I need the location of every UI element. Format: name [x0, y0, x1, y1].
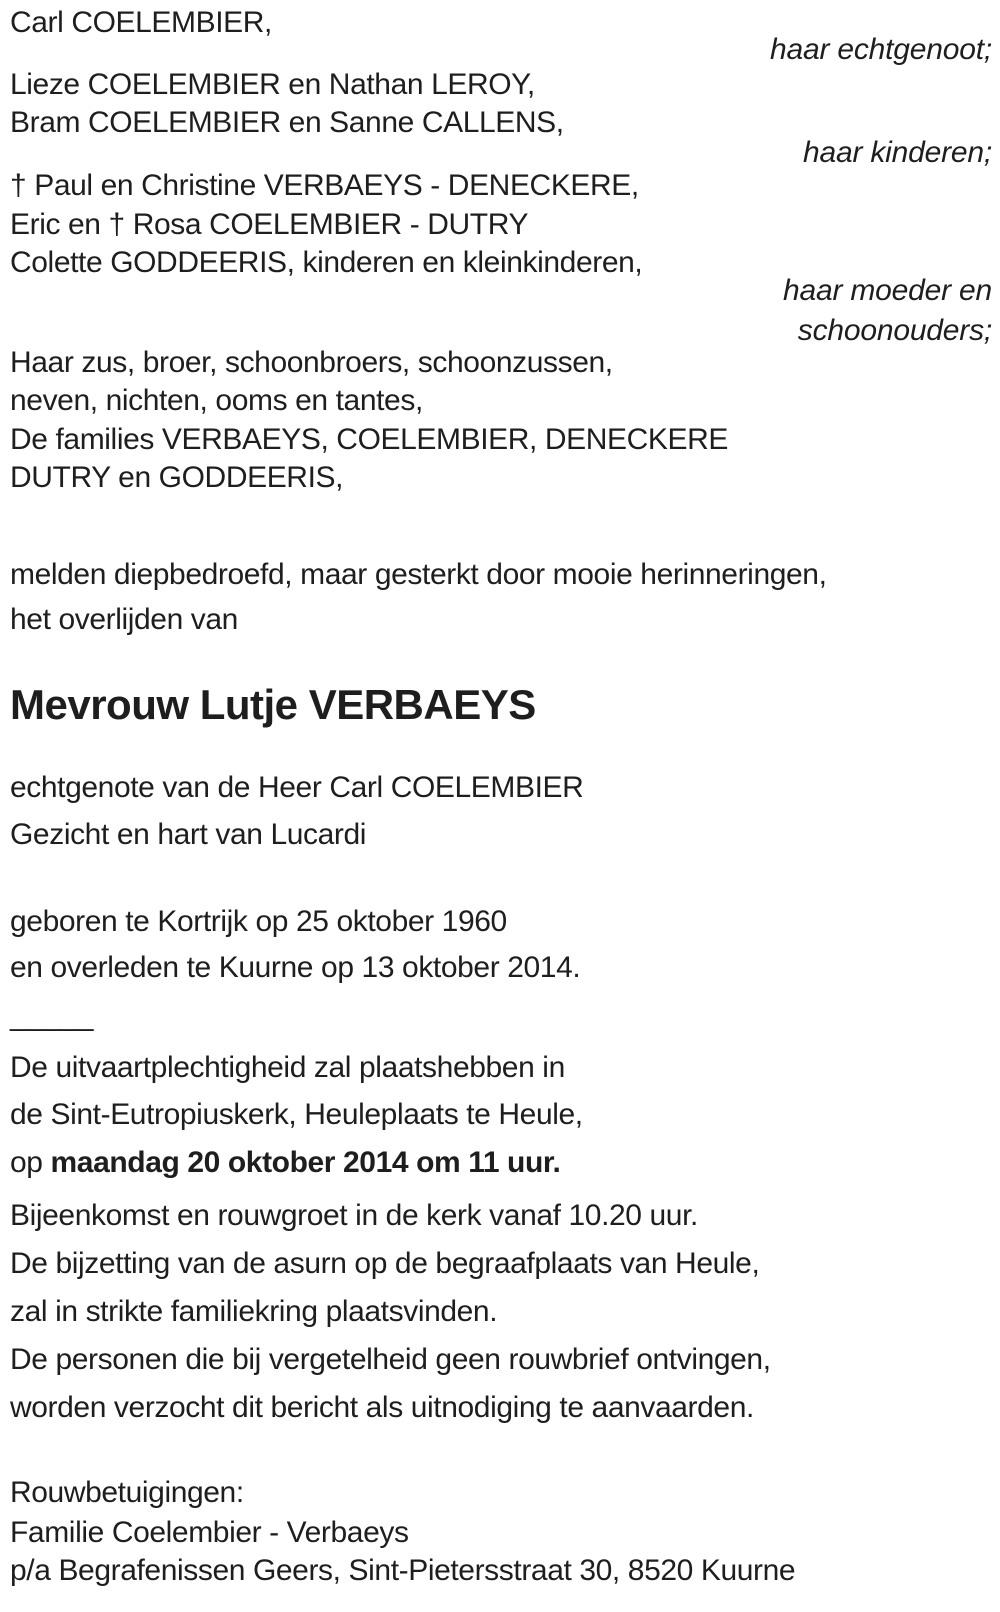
death-line: en overleden te Kuurne op 13 oktober 2014. — [10, 951, 581, 984]
parents-relation-2: schoonouders; — [797, 314, 992, 347]
spouse-relation: haar echtgenoot; — [770, 33, 992, 66]
family-line-4: DUTRY en GODDEERIS, — [10, 461, 344, 494]
condolences-address: p/a Begrafenissen Geers, Sint-Pietersstraat 30, 8520 Kuurne — [10, 1554, 796, 1587]
child-name-1: Lieze COELEMBIER en Nathan LEROY, — [10, 68, 535, 101]
deceased-name-title: Mevrouw Lutje VERBAEYS — [10, 681, 536, 728]
ceremony-datetime-line — [10, 1144, 992, 1182]
children-relation: haar kinderen; — [803, 136, 992, 169]
spouse-name: Carl COELEMBIER, — [10, 6, 272, 39]
condolences-family: Familie Coelembier - Verbaeys — [10, 1516, 409, 1549]
announcement-line-1: melden diepbedroefd, maar gesterkt door mooie herinneringen, — [10, 558, 827, 591]
child-name-2: Bram COELEMBIER en Sanne CALLENS, — [10, 106, 564, 139]
parent-name-2: Eric en † Rosa COELEMBIER - DUTRY — [10, 208, 529, 241]
family-line-2: neven, nichten, ooms en tantes, — [10, 384, 423, 417]
family-line-3: De families VERBAEYS, COELEMBIER, DENECKERE — [10, 423, 729, 456]
ceremony-line-4: De bijzetting van de asurn op de begraafplaats van Heule, — [10, 1247, 760, 1280]
ceremony-line-7: worden verzocht dit bericht als uitnodiging te aanvaarden. — [10, 1391, 754, 1424]
ceremony-line-5: zal in strikte familiekring plaatsvinden. — [10, 1295, 498, 1328]
ceremony-line-1: De uitvaartplechtigheid zal plaatshebben in — [10, 1051, 565, 1084]
ceremony-line-3: Bijeenkomst en rouwgroet in de kerk vanaf 10.20 uur. — [10, 1199, 698, 1232]
ceremony-line-2: de Sint-Eutropiuskerk, Heuleplaats te Heule, — [10, 1098, 583, 1131]
ceremony-line-6: De personen die bij vergetelheid geen rouwbrief ontvingen, — [10, 1343, 771, 1376]
ceremony-datetime-bold: maandag 20 oktober 2014 om 11 uur. — [50, 1146, 561, 1179]
deceased-subtitle-1: echtgenote van de Heer Carl COELEMBIER — [10, 771, 584, 804]
parent-name-1: † Paul en Christine VERBAEYS - DENECKERE, — [10, 169, 639, 202]
deceased-subtitle-2: Gezicht en hart van Lucardi — [10, 818, 367, 851]
condolences-heading: Rouwbetuigingen: — [10, 1476, 244, 1509]
parents-relation-1: haar moeder en — [782, 274, 992, 307]
ceremony-datetime-prefix: op — [10, 1146, 51, 1179]
family-line-1: Haar zus, broer, schoonbroers, schoonzussen, — [10, 346, 613, 379]
birth-line: geboren te Kortrijk op 25 oktober 1960 — [10, 905, 507, 938]
parent-name-3: Colette GODDEERIS, kinderen en kleinkinderen, — [10, 246, 643, 279]
separator-line: _____ — [10, 999, 94, 1032]
announcement-line-2: het overlijden van — [10, 603, 238, 636]
